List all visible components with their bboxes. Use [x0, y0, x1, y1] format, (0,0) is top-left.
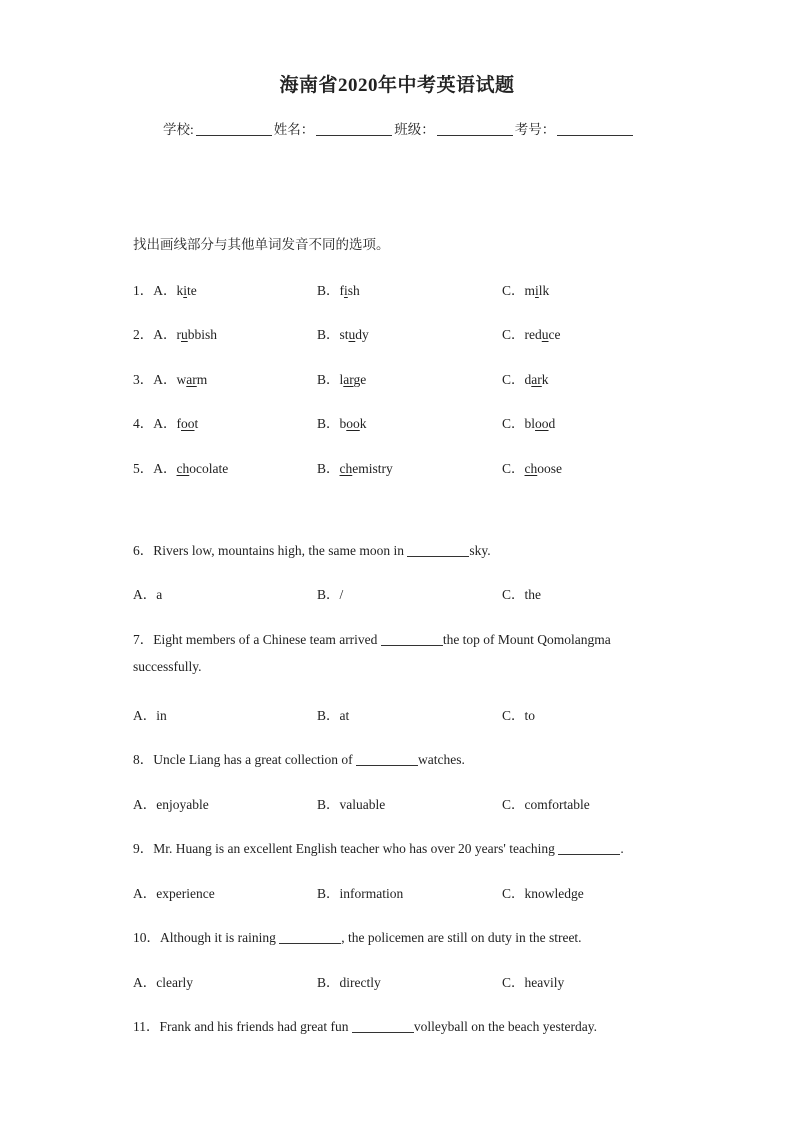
- question-6-options: [133, 583, 733, 603]
- question-10-options: [133, 971, 733, 991]
- answer-blank: [279, 929, 341, 944]
- option-a: A．a: [133, 587, 163, 602]
- question-11-stem: 11．Frank and his friends had great fun volleyball on the beach yesterday.: [133, 1019, 598, 1034]
- option-a: A．enjoyable: [133, 797, 209, 812]
- option-a: A．experience: [133, 886, 215, 901]
- question-4: [133, 412, 733, 432]
- option-c: C．dark: [502, 372, 549, 387]
- name-blank: [316, 121, 392, 136]
- school-label: 学校:: [163, 122, 194, 137]
- question-7-stem-continued: successfully.: [133, 659, 202, 674]
- option-c: C．the: [502, 587, 541, 602]
- answer-blank: [381, 631, 443, 646]
- option-a: 1．A．kite: [133, 283, 197, 298]
- option-a: A．in: [133, 708, 167, 723]
- option-b: B．/: [317, 587, 344, 602]
- option-b: B．information: [317, 886, 404, 901]
- option-c: C．milk: [502, 283, 550, 298]
- answer-blank: [558, 840, 620, 855]
- question-6-stem: 6．Rivers low, mountains high, the same moon in sky.: [133, 543, 491, 558]
- question-1: [133, 279, 733, 299]
- option-c: C．reduce: [502, 327, 561, 342]
- option-b: B．valuable: [317, 797, 386, 812]
- answer-blank: [407, 542, 469, 557]
- question-9-options: [133, 882, 733, 902]
- question-9-stem: 9．Mr. Huang is an excellent English teacher who has over 20 years' teaching .: [133, 841, 624, 856]
- class-label: 班级：: [394, 122, 435, 137]
- option-a: 2．A．rubbish: [133, 327, 218, 342]
- option-b: B．study: [317, 327, 369, 342]
- option-b: B．large: [317, 372, 367, 387]
- question-8-options: [133, 793, 733, 813]
- exam-number-label: 考号：: [514, 122, 556, 137]
- option-b: B．at: [317, 708, 350, 723]
- question-10-stem: 10．Although it is raining , the policemen are still on duty in the street.: [133, 930, 582, 945]
- question-3: [133, 368, 733, 388]
- exam-number-blank: [557, 121, 633, 136]
- question-7-options: [133, 704, 733, 724]
- option-c: C．blood: [502, 416, 556, 431]
- option-b: B．book: [317, 416, 367, 431]
- option-b: B．directly: [317, 975, 381, 990]
- section-instruction: 找出画线部分与其他单词发音不同的选项。: [133, 237, 390, 252]
- option-a: A．clearly: [133, 975, 193, 990]
- answer-blank: [356, 751, 418, 766]
- option-a: 4．A．foot: [133, 416, 199, 431]
- question-7-stem: 7．Eight members of a Chinese team arrived the top of Mount Qomolangma: [133, 632, 611, 647]
- student-info-line: [163, 118, 635, 138]
- option-c: C．comfortable: [502, 797, 590, 812]
- question-2: [133, 323, 733, 343]
- option-b: B．fish: [317, 283, 360, 298]
- page-title: 海南省2020年中考英语试题: [279, 75, 515, 96]
- option-c: C．knowledge: [502, 886, 584, 901]
- option-c: C．choose: [502, 461, 563, 476]
- question-8-stem: 8．Uncle Liang has a great collection of watches.: [133, 752, 465, 767]
- option-a: 3．A．warm: [133, 372, 208, 387]
- class-blank: [437, 121, 513, 136]
- question-5: [133, 457, 733, 477]
- name-label: 姓名：: [273, 122, 315, 137]
- option-b: B．chemistry: [317, 461, 393, 476]
- answer-blank: [352, 1018, 414, 1033]
- option-c: C．to: [502, 708, 536, 723]
- option-c: C．heavily: [502, 975, 565, 990]
- school-blank: [196, 121, 272, 136]
- option-a: 5．A．chocolate: [133, 461, 229, 476]
